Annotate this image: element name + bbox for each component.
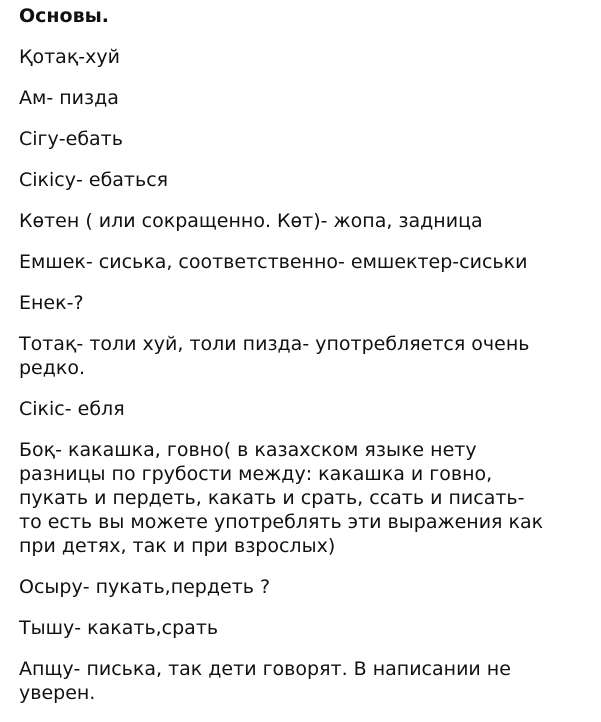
- document-body: [19, 4, 601, 722]
- glossary-entry: Тотақ- толи хуй, толи пизда- употребляется очень редко.: [19, 333, 530, 379]
- glossary-entry: Енек-?: [19, 292, 84, 314]
- glossary-entry: Сікіс- ебля: [19, 398, 125, 420]
- glossary-entry: Қотақ-хуй: [19, 46, 120, 68]
- glossary-entry: Көтен ( или сокращенно. Көт)- жопа, задница: [19, 210, 483, 232]
- glossary-entry: Осыру- пукать,пердеть ?: [19, 576, 271, 598]
- glossary-entry: Сікісу- ебаться: [19, 169, 169, 191]
- glossary-entry: Апщу- писька, так дети говорят. В написании не уверен.: [19, 658, 511, 704]
- glossary-entry: Сігу-ебать: [19, 128, 123, 150]
- glossary-entry: Емшек- сиська, соответственно- емшектер-сиськи: [19, 251, 528, 273]
- document-heading: Основы.: [19, 5, 110, 27]
- glossary-entry: Тышу- какать,срать: [19, 617, 219, 639]
- glossary-entry: Ам- пизда: [19, 87, 119, 109]
- glossary-entry: Боқ- какашка, говно( в казахском языке нету разницы по грубости между: какашка и говно, пукать и пердеть, какать и срать, ссать и писать- то есть вы можете употреблять эти выражения как при детях, так и при взрослых): [19, 439, 544, 557]
- glossary-list: [19, 45, 601, 705]
